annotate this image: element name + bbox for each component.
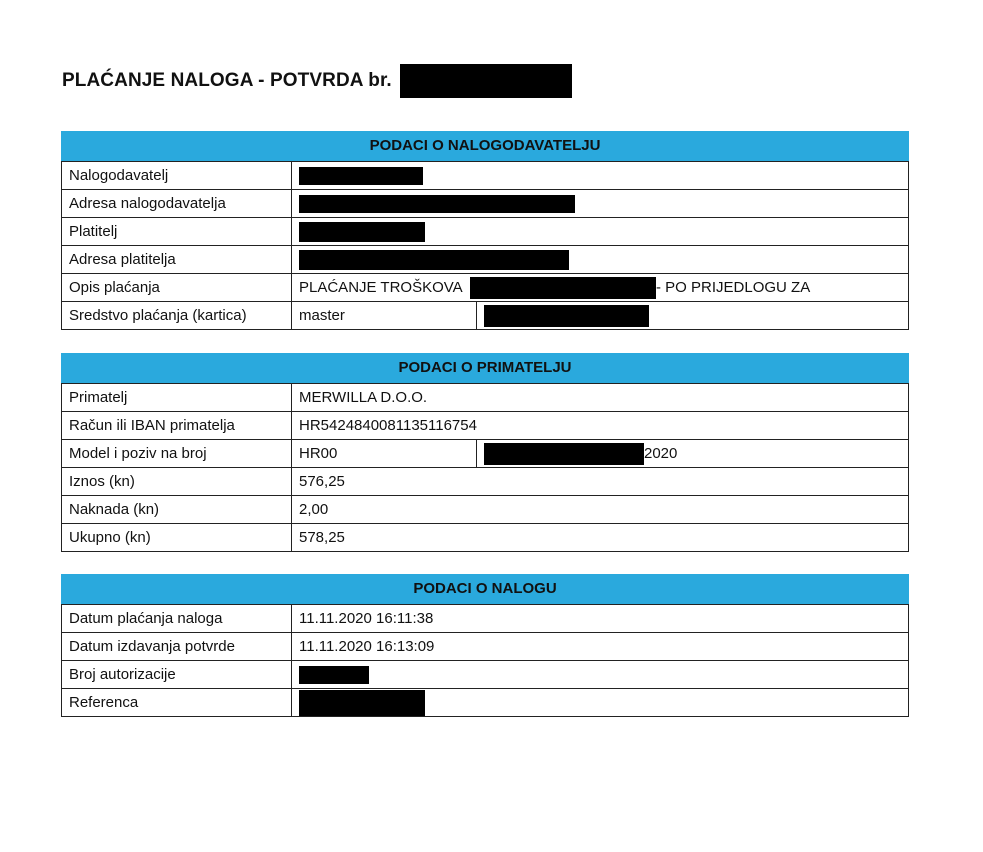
redacted-value	[299, 690, 425, 716]
row-value: 11.11.2020 16:11:38	[292, 605, 909, 633]
table-row	[62, 384, 909, 412]
title-text: PLAĆANJE NALOGA - POTVRDA br.	[62, 70, 392, 91]
row-value	[292, 661, 909, 689]
order-table	[61, 604, 909, 717]
table-row	[62, 633, 909, 661]
redacted-value	[470, 277, 656, 299]
table-row	[62, 468, 909, 496]
row-value: HR5424840081135116754	[292, 412, 909, 440]
redacted-reference-number	[484, 443, 644, 465]
row-value	[292, 190, 909, 218]
table-row	[62, 524, 909, 552]
payer-section	[61, 131, 909, 330]
row-value	[292, 274, 909, 302]
order-section	[61, 574, 909, 717]
redacted-confirmation-number	[400, 64, 572, 98]
table-row	[62, 440, 909, 468]
redacted-card-number	[484, 305, 649, 327]
row-label: Račun ili IBAN primatelja	[62, 412, 292, 440]
table-row	[62, 689, 909, 717]
row-label: Broj autorizacije	[62, 661, 292, 689]
row-value: 2,00	[292, 496, 909, 524]
reference-suffix: 2020	[644, 445, 678, 462]
row-value	[292, 246, 909, 274]
payer-section-header: PODACI O NALOGODAVATELJU	[61, 131, 909, 161]
row-label: Primatelj	[62, 384, 292, 412]
table-row	[62, 661, 909, 689]
table-row	[62, 190, 909, 218]
redacted-value	[299, 167, 423, 185]
table-row	[62, 496, 909, 524]
row-label: Platitelj	[62, 218, 292, 246]
row-label: Datum izdavanja potvrde	[62, 633, 292, 661]
row-value	[292, 440, 909, 468]
row-label: Adresa nalogodavatelja	[62, 190, 292, 218]
row-value	[292, 689, 909, 717]
redacted-value	[299, 195, 575, 213]
table-row	[62, 605, 909, 633]
order-section-header: PODACI O NALOGU	[61, 574, 909, 604]
row-value	[292, 302, 909, 330]
recipient-table	[61, 383, 909, 552]
redacted-value	[299, 250, 569, 270]
payment-description-prefix: PLAĆANJE TROŠKOVA	[299, 278, 462, 296]
table-row	[62, 162, 909, 190]
row-label: Naknada (kn)	[62, 496, 292, 524]
row-label: Ukupno (kn)	[62, 524, 292, 552]
row-value: MERWILLA D.O.O.	[292, 384, 909, 412]
row-label: Datum plaćanja naloga	[62, 605, 292, 633]
row-label: Adresa platitelja	[62, 246, 292, 274]
recipient-section-header: PODACI O PRIMATELJU	[61, 353, 909, 383]
row-value: 576,25	[292, 468, 909, 496]
table-row	[62, 218, 909, 246]
row-value	[292, 162, 909, 190]
payment-description-suffix: - PO PRIJEDLOGU ZA	[656, 278, 811, 296]
row-label: Referenca	[62, 689, 292, 717]
table-row	[62, 302, 909, 330]
row-label: Sredstvo plaćanja (kartica)	[62, 302, 292, 330]
document-title	[62, 64, 572, 98]
row-value	[292, 218, 909, 246]
model-code: HR00	[292, 440, 477, 467]
row-label: Model i poziv na broj	[62, 440, 292, 468]
row-label: Iznos (kn)	[62, 468, 292, 496]
redacted-value	[299, 666, 369, 684]
table-row	[62, 412, 909, 440]
redacted-value	[299, 222, 425, 242]
table-row	[62, 274, 909, 302]
table-row	[62, 246, 909, 274]
payer-table	[61, 161, 909, 330]
row-label: Opis plaćanja	[62, 274, 292, 302]
card-type: master	[292, 302, 477, 329]
row-value: 11.11.2020 16:13:09	[292, 633, 909, 661]
row-value: 578,25	[292, 524, 909, 552]
recipient-section	[61, 353, 909, 552]
row-label: Nalogodavatelj	[62, 162, 292, 190]
